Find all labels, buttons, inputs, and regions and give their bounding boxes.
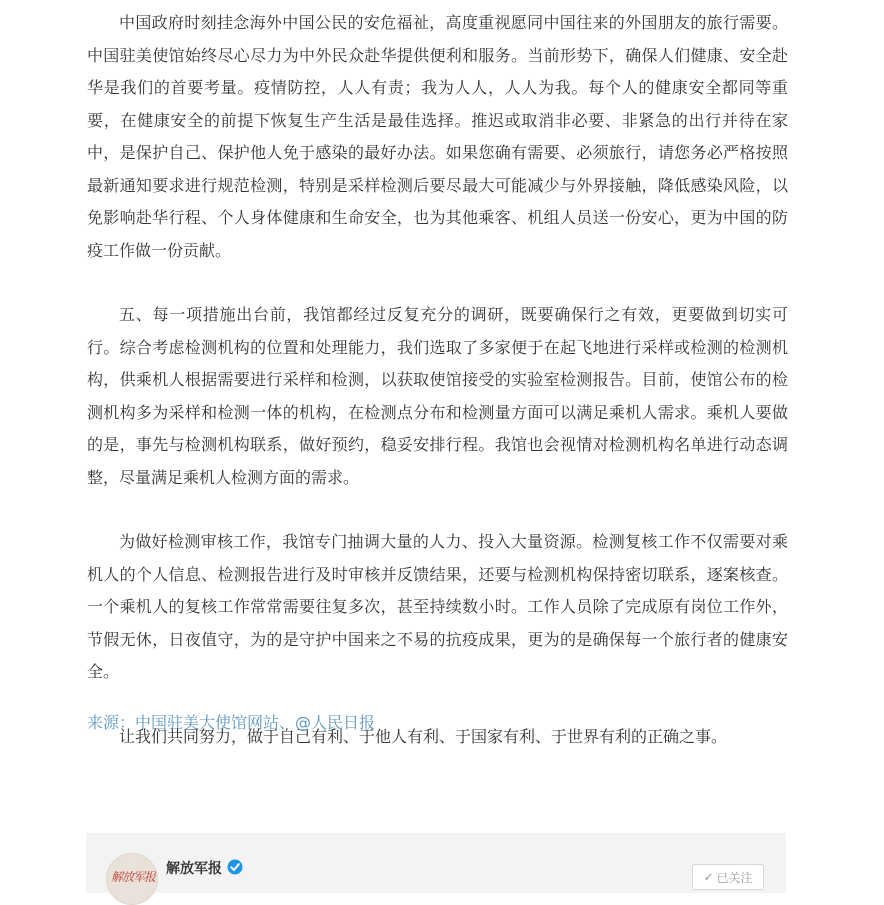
article-paragraph: 中国政府时刻挂念海外中国公民的安危福祉，高度重视愿同中国往来的外国朋友的旅行需要。中国驻美使馆始终尽心尽力为中外民众赴华提供便利和服务。当前形势下，确保人们健康、安全赴华是我们的首要考量。疫情防控，人人有责；我为人人，人人为我。每个人的健康安全都同等重要，在健康安全的前提下恢复生产生活是最佳选择。推迟或取消非必要、非紧急的出行并待在家中，是保护自己、保护他人免于感染的最好办法。如果您确有需要、必须旅行，请您务必严格按照最新通知要求进行规范检测，特别是采样检测后要尽最大可能减少与外界接触，降低感染风险，以免影响赴华行程、个人身体健康和生命安全，也为其他乘客、机组人员送一份安心，更为中国的防疫工作做一份贡献。	[87, 13, 788, 260]
article-paragraph: 五、每一项措施出台前，我馆都经过反复充分的调研，既要确保行之有效，更要做到切实可行。综合考虑检测机构的位置和处理能力，我们选取了多家便于在起飞地进行采样或检测的检测机构，供乘机人根据需要进行采样和检测，以获取使馆接受的实验室检测报告。目前，使馆公布的检测机构多为采样和检测一体的机构，在检测点分布和检测量方面可以满足乘机人需求。乘机人要做的是，事先与检测机构联系，做好预约，稳妥安排行程。我馆也会视情对检测机构名单进行动态调整，尽量满足乘机人检测方面的需求。	[87, 305, 788, 487]
account-name[interactable]: 解放军报	[166, 861, 222, 877]
article-source[interactable]	[87, 708, 375, 738]
article-paragraph: 为做好检测审核工作，我馆专门抽调大量的人力、投入大量资源。检测复核工作不仅需要对乘机人的个人信息、检测报告进行及时审核并反馈结果，还要与检测机构保持密切联系，逐案核查。一个乘机人的复核工作常常需要往复多次，甚至持续数小时。工作人员除了完成原有岗位工作外，节假无休，日夜值守，为的是守护中国来之不易的抗疫成果，更为的是确保每一个旅行者的健康安全。	[87, 532, 788, 681]
follow-button[interactable]	[692, 864, 764, 890]
article-body	[87, 7, 788, 753]
article-paragraph: 让我们共同努力，做于自己有利、于他人有利、于国家有利、于世界有利的正确之事。	[119, 726, 728, 746]
check-icon: ✓	[703, 870, 714, 884]
avatar[interactable]	[106, 853, 158, 905]
verified-check-icon	[227, 859, 243, 875]
account-card	[86, 833, 786, 893]
follow-button-label: 已关注	[716, 870, 753, 885]
source-link[interactable]: 来源：中国驻美大使馆网站、@人民日报	[87, 713, 376, 732]
avatar-logo-text: 解放军报	[111, 870, 156, 884]
